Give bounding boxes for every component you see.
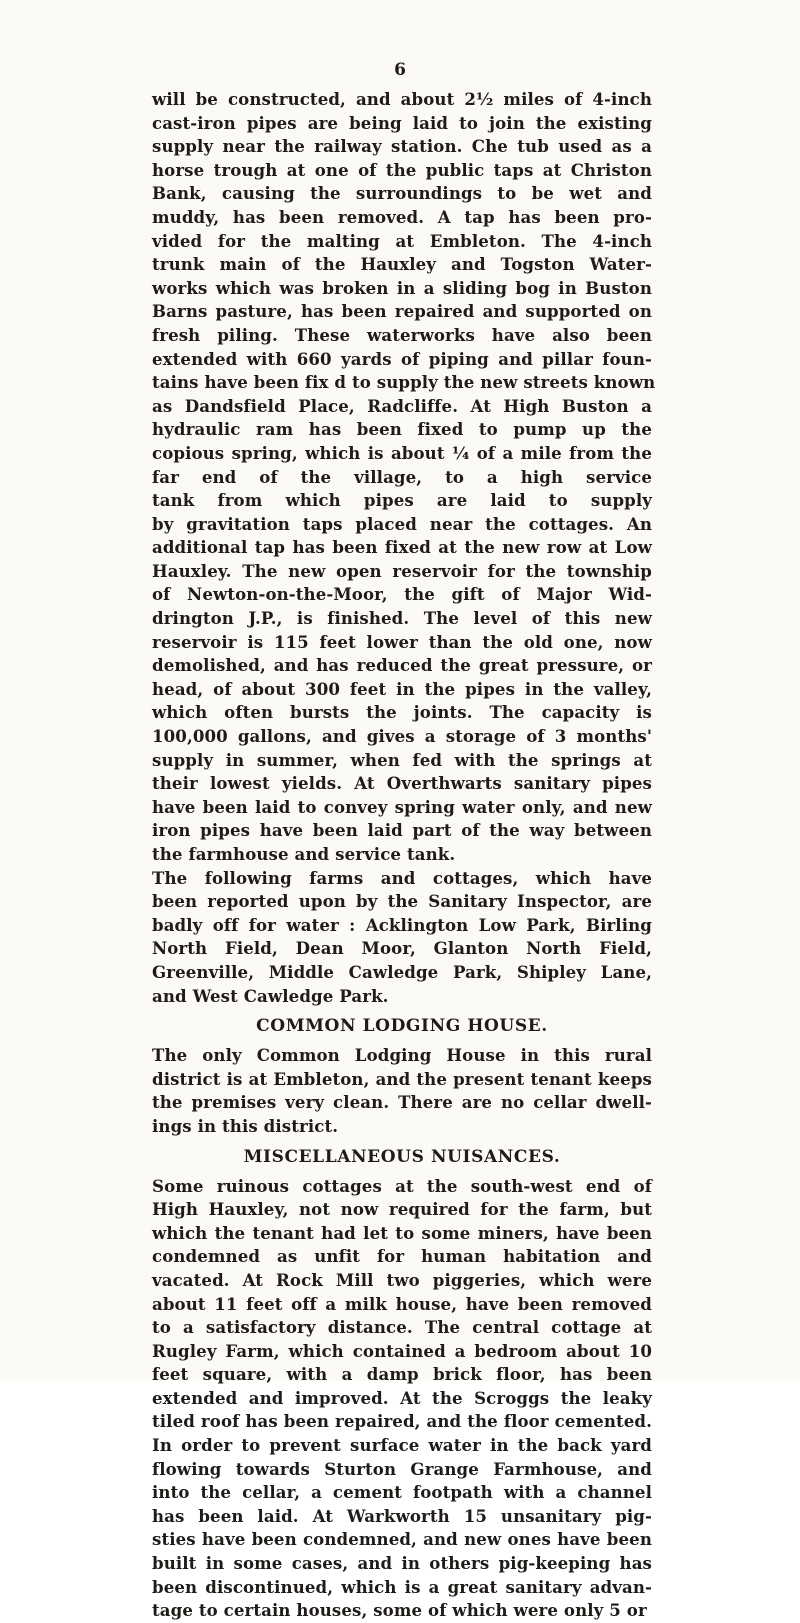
- text-line: far end of the village, to a high service: [152, 466, 652, 487]
- text-line: The only Common Lodging House in this rural: [152, 1045, 652, 1066]
- text-line: Barns pasture, has been repaired and supported on: [152, 301, 652, 322]
- text-line: works which was broken in a sliding bog in Buston: [152, 277, 652, 298]
- page-number: 6: [394, 60, 406, 80]
- text-line: demolished, and has reduced the great pressure, or: [152, 655, 652, 676]
- text-line: which the tenant had let to some miners, have been: [152, 1222, 652, 1243]
- text-line: extended and improved. At the Scroggs the leaky: [152, 1387, 652, 1408]
- text-line: vacated. At Rock Mill two piggeries, which were: [152, 1269, 652, 1290]
- text-line: tains have been fix d to supply the new streets known: [152, 372, 656, 393]
- text-line: been discontinued, which is a great sanitary advan-: [152, 1576, 652, 1597]
- text-line: Greenville, Middle Cawledge Park, Shipley Lane,: [152, 961, 652, 982]
- text-line: of Newton-on-the-Moor, the gift of Major Wid-: [152, 584, 652, 605]
- text-line: supply in summer, when fed with the springs at: [152, 749, 652, 770]
- text-line: High Hauxley, not now required for the farm, but: [152, 1199, 652, 1220]
- text-line: ings in this district.: [152, 1115, 339, 1136]
- text-line: have been laid to convey spring water only, and new: [152, 796, 652, 817]
- text-line: In order to prevent surface water in the back yard: [152, 1435, 652, 1456]
- text-line: muddy, has been removed. A tap has been pro-: [152, 206, 652, 227]
- text-line: 100,000 gallons, and gives a storage of 3 months': [152, 726, 652, 747]
- text-line: been reported upon by the Sanitary Inspector, are: [152, 891, 652, 912]
- text-line: which often bursts the joints. The capacity is: [152, 702, 652, 723]
- section-heading: MISCELLANEOUS NUISANCES.: [243, 1146, 561, 1167]
- paragraph: [152, 1175, 652, 1623]
- text-line: hydraulic ram has been fixed to pump up the: [152, 419, 652, 440]
- text-line: tank from which pipes are laid to supply: [152, 490, 652, 511]
- text-line: supply near the railway station. Che tub used as a: [152, 136, 652, 157]
- section-heading: COMMON LODGING HOUSE.: [256, 1016, 548, 1037]
- text-line: extended with 660 yards of piping and pillar foun-: [152, 348, 652, 369]
- text-line: to a satisfactory distance. The central cottage at: [152, 1317, 652, 1338]
- text-line: fresh piling. These waterworks have also been: [152, 324, 652, 345]
- text-line: by gravitation taps placed near the cottages. An: [152, 513, 652, 534]
- text-line: feet square, with a damp brick floor, has been: [152, 1364, 652, 1385]
- text-line: Hauxley. The new open reservoir for the township: [152, 560, 652, 581]
- text-line: has been laid. At Warkworth 15 unsanitary pig-: [152, 1505, 652, 1526]
- text-line: reservoir is 115 feet lower than the old one, now: [152, 631, 652, 652]
- body-text: [152, 88, 656, 1623]
- paragraph: [152, 1044, 652, 1138]
- text-line: condemned as unfit for human habitation and: [152, 1246, 652, 1267]
- text-line: trunk main of the Hauxley and Togston Water-: [152, 254, 652, 275]
- text-line: North Field, Dean Moor, Glanton North Field,: [152, 938, 652, 959]
- text-line: head, of about 300 feet in the pipes in the valley,: [152, 678, 652, 699]
- text-line: tiled roof has been repaired, and the floor cemented.: [152, 1411, 652, 1432]
- text-line: built in some cases, and in others pig-keeping has: [152, 1553, 652, 1574]
- text-line: the premises very clean. There are no cellar dwell-: [152, 1092, 652, 1113]
- text-line: district is at Embleton, and the present tenant keeps: [152, 1068, 652, 1089]
- text-line: copious spring, which is about ¼ of a mile from the: [152, 442, 652, 463]
- text-line: cast-iron pipes are being laid to join the existing: [152, 112, 652, 133]
- text-line: sties have been condemned, and new ones have been: [152, 1529, 652, 1550]
- paragraph: [152, 867, 652, 1009]
- text-line: drington J.P., is finished. The level of this new: [152, 608, 652, 629]
- text-line: into the cellar, a cement footpath with a channel: [152, 1482, 652, 1503]
- text-line: will be constructed, and about 2½ miles of 4-inch: [152, 89, 652, 109]
- text-line: as Dandsfield Place, Radcliffe. At High Buston a: [152, 395, 652, 416]
- text-line: Some ruinous cottages at the south-west end of: [152, 1175, 652, 1196]
- text-line: Rugley Farm, which contained a bedroom about 10: [152, 1340, 652, 1361]
- text-line: flowing towards Sturton Grange Farmhouse, and: [152, 1458, 652, 1479]
- text-line: iron pipes have been laid part of the way between: [152, 820, 652, 841]
- text-line: the farmhouse and service tank.: [152, 844, 456, 864]
- text-line: and West Cawledge Park.: [152, 985, 389, 1006]
- text-line: tage to certain houses, some of which were only 5 or: [152, 1600, 647, 1621]
- text-line: horse trough at one of the public taps at Christon: [152, 159, 652, 180]
- text-line: their lowest yields. At Overthwarts sanitary pipes: [152, 773, 652, 794]
- text-line: additional tap has been fixed at the new row at Low: [152, 537, 652, 558]
- text-line: vided for the malting at Embleton. The 4-inch: [152, 230, 652, 251]
- text-line: Bank, causing the surroundings to be wet and: [152, 183, 652, 204]
- text-line: badly off for water : Acklington Low Park, Birling: [152, 914, 652, 935]
- text-line: about 11 feet off a milk house, have been removed: [152, 1293, 652, 1314]
- text-line: The following farms and cottages, which have: [152, 867, 652, 888]
- paragraph: [152, 88, 656, 867]
